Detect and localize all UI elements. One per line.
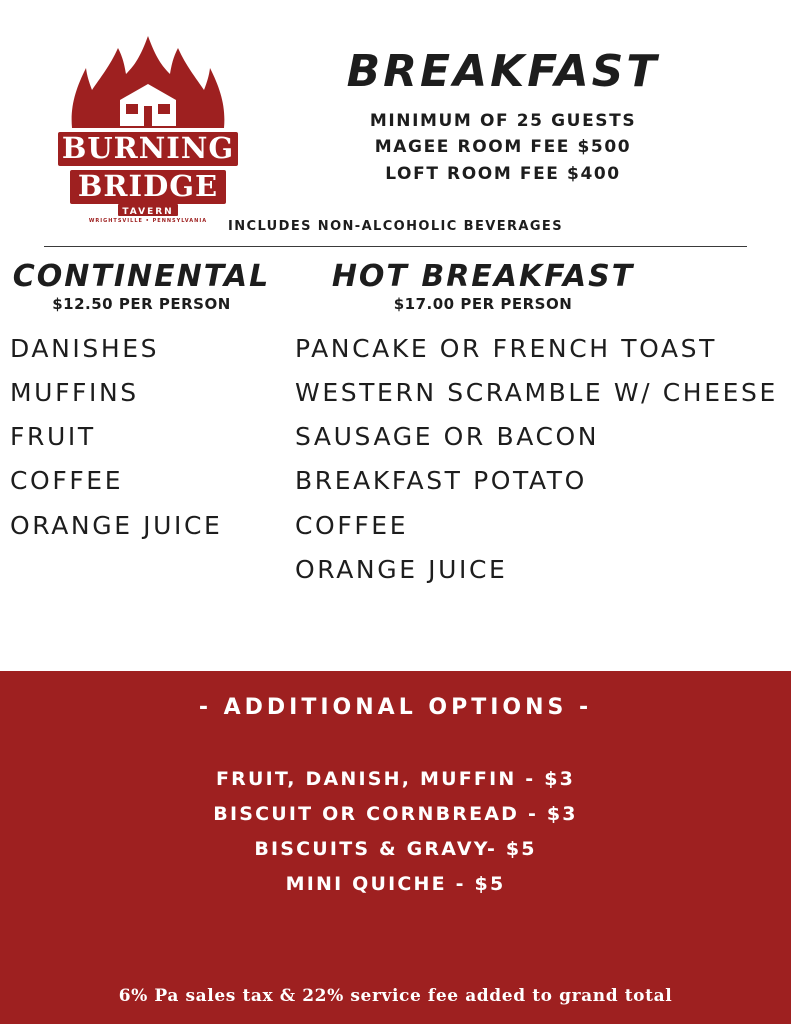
list-item: BISCUIT OR CORNBREAD - $3 (213, 803, 578, 826)
continental-price: $12.50 PER PERSON (52, 294, 231, 313)
loft-room-fee-text: LOFT ROOM FEE $400 (385, 163, 621, 184)
list-item: MINI QUICHE - $5 (285, 873, 506, 896)
includes-beverages-note: INCLUDES NON-ALCOHOLIC BEVERAGES (228, 219, 563, 234)
list-item: PANCAKE OR FRENCH TOAST (295, 333, 717, 363)
hot-breakfast-menu-column (295, 261, 791, 592)
hot-breakfast-item-list (295, 327, 791, 593)
continental-item-list (10, 327, 295, 548)
page-header (0, 0, 791, 222)
additional-options-title: - ADDITIONAL OPTIONS - (198, 695, 593, 720)
list-item: COFFEE (295, 510, 409, 540)
logo-badge: TAVERN (121, 207, 174, 217)
additional-options-section (0, 671, 791, 1024)
burning-bridge-tavern-logo-icon (48, 32, 248, 222)
continental-title: CONTINENTAL (12, 259, 271, 294)
list-item: SAUSAGE OR BACON (295, 422, 600, 451)
hot-breakfast-price: $17.00 PER PERSON (393, 294, 573, 313)
continental-menu-column (0, 261, 295, 592)
tax-and-service-footnote: 6% Pa sales tax & 22% service fee added to grand total (118, 986, 673, 1006)
additional-options-list (0, 762, 791, 903)
continental-heading (10, 261, 295, 313)
minimum-guests-text: MINIMUM OF 25 GUESTS (369, 111, 637, 131)
menu-columns (0, 247, 791, 592)
list-item: ORANGE JUICE (10, 510, 223, 540)
list-item: DANISHES (10, 333, 160, 363)
list-item: MUFFINS (10, 377, 139, 407)
list-item: FRUIT (10, 422, 96, 451)
magee-room-fee-text: MAGEE ROOM FEE $500 (374, 137, 632, 158)
hot-breakfast-title: HOT BREAKFAST (331, 259, 635, 294)
logo-container (40, 28, 255, 222)
logo-line2: BRIDGE (77, 169, 218, 203)
list-item: COFFEE (10, 466, 124, 496)
list-item: FRUIT, DANISH, MUFFIN - $3 (215, 768, 576, 790)
logo-line1: BURNING (61, 131, 234, 165)
header-text-block (255, 28, 751, 187)
page-title: BREAKFAST (346, 46, 660, 97)
list-item: BISCUITS & GRAVY- $5 (254, 838, 537, 861)
list-item: ORANGE JUICE (295, 554, 508, 584)
list-item: WESTERN SCRAMBLE W/ CHEESE (295, 377, 778, 407)
list-item: BREAKFAST POTATO (295, 466, 587, 496)
hot-breakfast-heading (295, 261, 791, 313)
logo-location: WRIGHTSVILLE • PENNSYLVANIA (88, 218, 207, 222)
